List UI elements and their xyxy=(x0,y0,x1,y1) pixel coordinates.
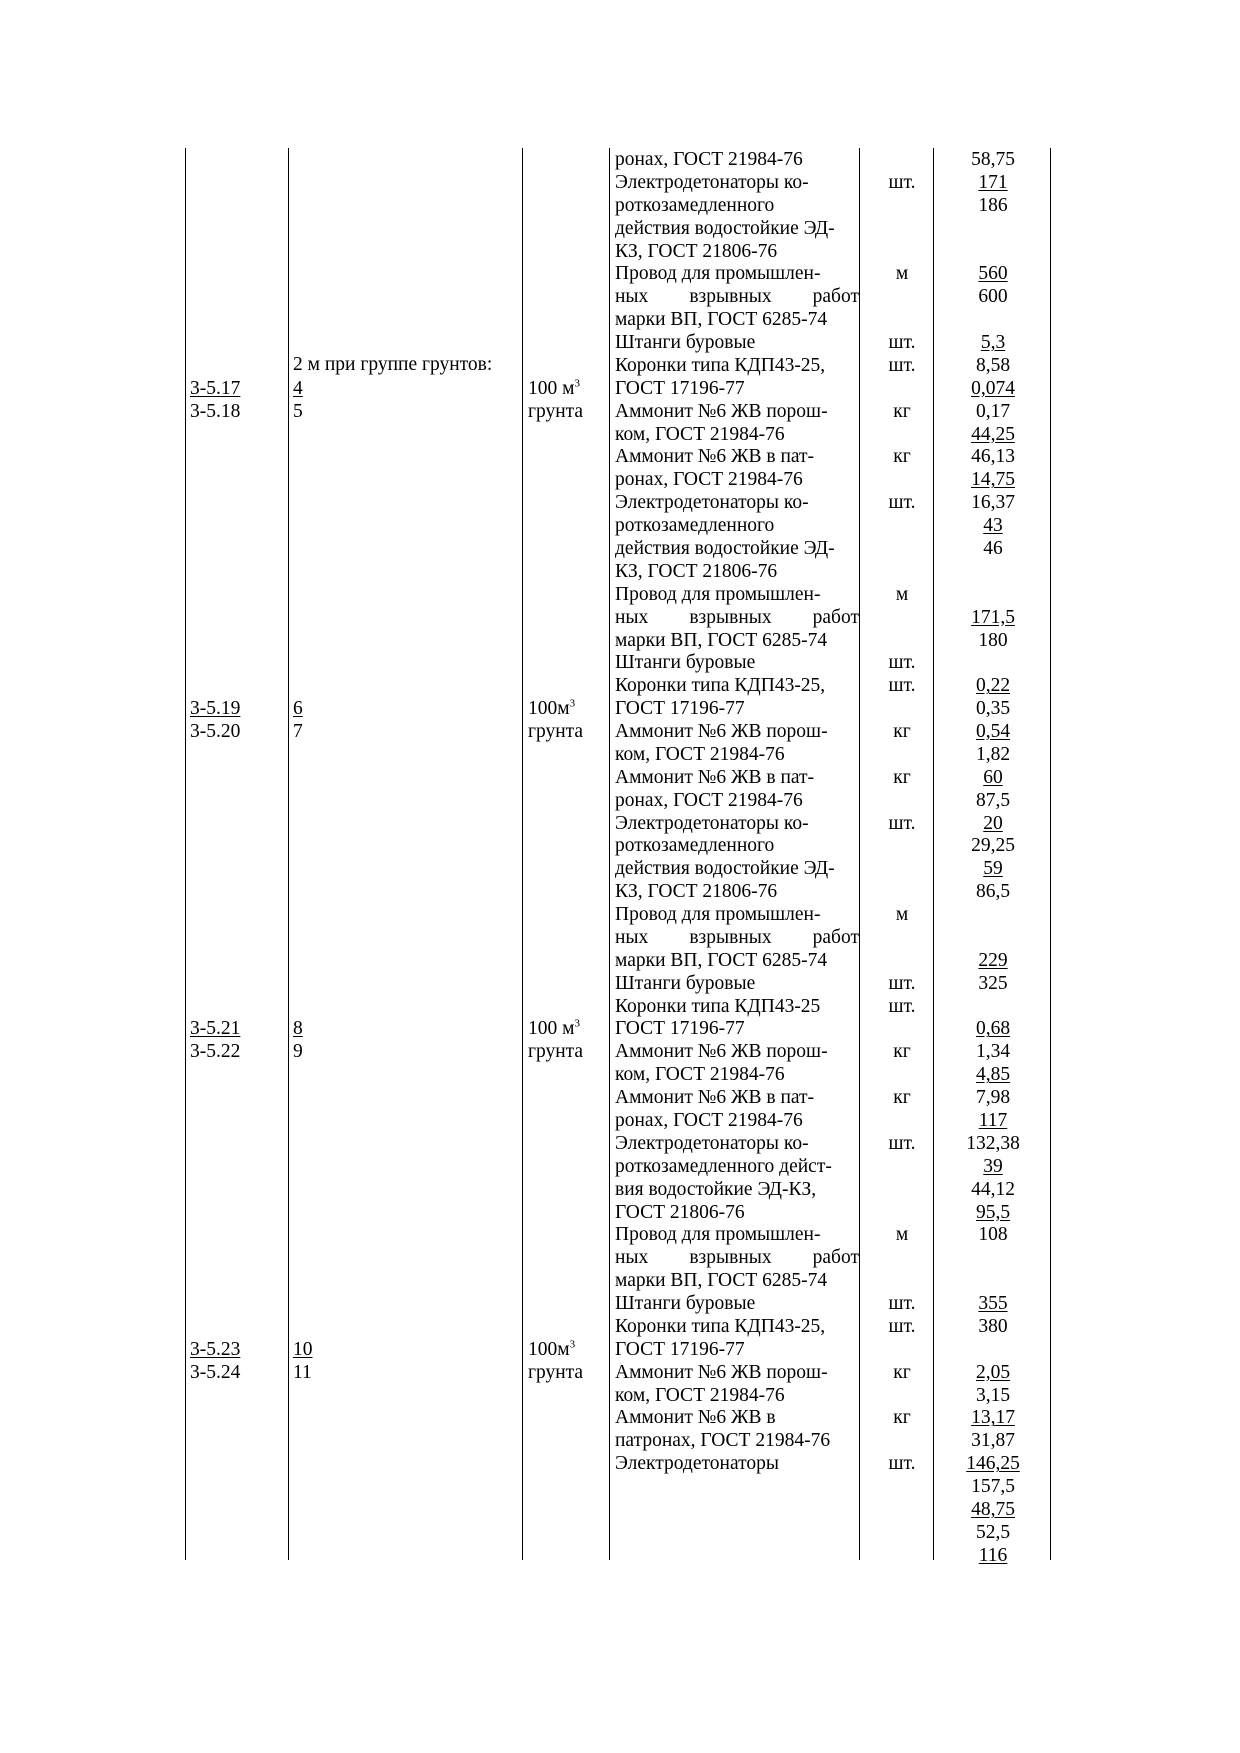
material-line: Провод для промышлен- xyxy=(615,263,821,285)
quantity-value: 14,75 xyxy=(971,469,1015,491)
soil-group: 9 xyxy=(293,1041,303,1063)
material-line: роткозамедленного xyxy=(615,835,775,857)
item-code: 3-5.24 xyxy=(190,1361,241,1383)
unit-cell: шт. xyxy=(888,332,916,353)
quantity-value: 4,85 xyxy=(975,1064,1011,1086)
measure-value: 100 м xyxy=(528,377,575,399)
unit-cell: шт. xyxy=(888,1315,916,1337)
measure-unit-label: грунта xyxy=(528,721,584,742)
unit-cell: кг xyxy=(893,1041,911,1063)
unit-cell: шт. xyxy=(888,492,916,514)
material-line: ронах, ГОСТ 21984-76 xyxy=(615,789,803,811)
unit-cell: шт. xyxy=(888,354,916,376)
measure-exponent: 3 xyxy=(569,1338,576,1351)
material-line: действия водостойкие ЭД- xyxy=(615,538,835,559)
measure-unit-label: грунта xyxy=(528,1361,584,1383)
quantity-value: 0,074 xyxy=(971,377,1015,399)
measure-unit xyxy=(528,1339,575,1361)
measure-exponent: 3 xyxy=(574,377,580,390)
quantity-value: 1,82 xyxy=(975,743,1011,765)
material-line xyxy=(615,607,859,629)
measure-unit-label: грунта xyxy=(528,1041,584,1063)
material-line: КЗ, ГОСТ 21806-76 xyxy=(615,881,778,903)
quantity-value: 108 xyxy=(978,1224,1008,1246)
material-line: Штанги буровые xyxy=(615,652,756,674)
quantity-value: 3,15 xyxy=(975,1384,1011,1406)
material-line: Аммонит №6 ЖВ в пат- xyxy=(615,1087,815,1109)
quantity-value: 86,5 xyxy=(975,881,1011,903)
material-line: Коронки типа КДП43-25, xyxy=(615,675,826,697)
material-line: роткозамедленного xyxy=(615,194,775,216)
quantity-value: 59 xyxy=(983,858,1003,880)
material-line: Провод для промышлен- xyxy=(615,1224,821,1246)
material-line xyxy=(615,286,859,308)
item-code: 3-5.22 xyxy=(190,1041,241,1063)
quantity-value: 8,58 xyxy=(975,354,1011,376)
quantity-value: 146,25 xyxy=(966,1453,1020,1475)
item-code: 3-5.17 xyxy=(190,377,241,399)
quantity-value: 171,5 xyxy=(971,606,1015,628)
quantity-value: 44,12 xyxy=(971,1178,1015,1200)
quantity-value: 46 xyxy=(983,538,1003,559)
quantity-value: 0,68 xyxy=(975,1018,1011,1040)
material-line: Электродетонаторы ко- xyxy=(615,492,809,514)
quantity-value: 0,22 xyxy=(975,675,1011,697)
quantity-value: 48,75 xyxy=(971,1498,1015,1520)
quantity-value: 132,38 xyxy=(966,1132,1020,1154)
quantity-value: 16,37 xyxy=(971,492,1015,514)
material-line: марки ВП, ГОСТ 6285-74 xyxy=(615,629,828,651)
material-line: ГОСТ 17196-77 xyxy=(615,1018,745,1040)
quantity-value: 380 xyxy=(978,1315,1008,1337)
quantity-value: 186 xyxy=(978,194,1008,216)
material-line: Коронки типа КДП43-25 xyxy=(615,995,821,1017)
quantity-value: 44,25 xyxy=(971,423,1015,445)
material-line: Аммонит №6 ЖВ порош- xyxy=(615,1041,828,1063)
unit-cell: кг xyxy=(893,1407,911,1429)
unit-cell: м xyxy=(895,1224,909,1246)
material-word: ных xyxy=(615,1247,649,1269)
soil-group: 7 xyxy=(293,721,303,742)
material-line: ком, ГОСТ 21984-76 xyxy=(615,743,785,765)
material-line: Штанги буровые xyxy=(615,1293,756,1314)
unit-cell: шт. xyxy=(888,812,916,834)
measure-value: 100м xyxy=(528,698,570,720)
material-line: ронах, ГОСТ 21984-76 xyxy=(615,1110,803,1131)
material-line: Аммонит №6 ЖВ в xyxy=(615,1407,776,1429)
quantity-value: 5,3 xyxy=(980,332,1006,353)
measure-unit xyxy=(528,378,580,400)
measure-unit xyxy=(528,698,575,720)
material-word: работ xyxy=(812,606,859,628)
material-line: ронах, ГОСТ 21984-76 xyxy=(615,469,803,491)
material-line: действия водостойкие ЭД- xyxy=(615,858,835,880)
material-line: Аммонит №6 ЖВ порош- xyxy=(615,721,828,742)
material-line: КЗ, ГОСТ 21806-76 xyxy=(615,560,778,582)
quantity-value: 325 xyxy=(978,972,1008,994)
quantity-value: 2,05 xyxy=(975,1361,1011,1383)
material-line: Коронки типа КДП43-25, xyxy=(615,1315,826,1337)
material-line: Провод для промышлен- xyxy=(615,583,821,605)
measure-exponent: 3 xyxy=(574,1017,580,1030)
unit-cell: шт. xyxy=(888,652,916,674)
soil-group: 11 xyxy=(293,1361,312,1383)
material-line: роткозамедленного xyxy=(615,515,775,537)
material-line: марки ВП, ГОСТ 6285-74 xyxy=(615,949,828,971)
unit-cell: кг xyxy=(893,400,911,422)
material-line: КЗ, ГОСТ 21806-76 xyxy=(615,240,778,262)
material-line: Коронки типа КДП43-25, xyxy=(615,354,826,376)
item-code: 3-5.18 xyxy=(190,400,241,422)
soil-group: 4 xyxy=(293,377,303,399)
quantity-value: 117 xyxy=(978,1110,1008,1131)
unit-cell: шт. xyxy=(888,171,916,193)
unit-cell: шт. xyxy=(888,972,916,994)
material-line: Аммонит №6 ЖВ порош- xyxy=(615,1361,828,1383)
quantity-value: 31,87 xyxy=(971,1430,1015,1452)
material-line: Аммонит №6 ЖВ в пат- xyxy=(615,446,815,468)
soil-group: 10 xyxy=(293,1338,313,1360)
material-line: Провод для промышлен- xyxy=(615,904,821,925)
material-line: действия водостойкие ЭД- xyxy=(615,217,835,239)
unit-cell: кг xyxy=(893,1361,911,1383)
quantity-value: 355 xyxy=(978,1293,1008,1314)
quantity-value: 52,5 xyxy=(975,1521,1011,1543)
quantity-value: 560 xyxy=(978,263,1008,285)
measure-value: 100 м xyxy=(528,1018,575,1040)
material-word: взрывных xyxy=(689,1247,772,1269)
material-word: работ xyxy=(812,926,859,948)
unit-cell: шт. xyxy=(888,995,916,1017)
column-divider xyxy=(288,148,289,1560)
quantity-value: 7,98 xyxy=(975,1087,1011,1109)
measure-exponent: 3 xyxy=(569,697,576,710)
unit-cell: шт. xyxy=(888,1132,916,1154)
quantity-value: 46,13 xyxy=(971,446,1015,468)
item-code: 3-5.23 xyxy=(190,1338,241,1360)
quantity-value: 43 xyxy=(983,515,1003,537)
measure-value: 100м xyxy=(528,1338,570,1360)
item-code: 3-5.19 xyxy=(190,698,241,720)
material-line: марки ВП, ГОСТ 6285-74 xyxy=(615,1270,828,1292)
material-word: работ xyxy=(812,1247,859,1269)
quantity-value: 180 xyxy=(978,629,1008,651)
material-line xyxy=(615,1247,859,1269)
material-line: Электродетонаторы ко- xyxy=(615,1132,809,1154)
quantity-value: 0,17 xyxy=(975,400,1011,422)
quantity-value: 0,54 xyxy=(975,721,1011,742)
material-word: взрывных xyxy=(689,926,772,948)
quantity-value: 13,17 xyxy=(971,1407,1015,1429)
material-word: ных xyxy=(615,606,649,628)
material-line: Штанги буровые xyxy=(615,332,756,353)
material-line: роткозамедленного дейст- xyxy=(615,1155,832,1177)
measure-unit xyxy=(528,1018,580,1040)
quantity-value: 1,34 xyxy=(975,1041,1011,1063)
unit-cell: кг xyxy=(893,446,911,468)
soil-group: 8 xyxy=(293,1018,303,1040)
quantity-value: 116 xyxy=(978,1544,1008,1566)
material-line xyxy=(615,927,859,949)
unit-cell: кг xyxy=(893,721,911,742)
item-code: 3-5.21 xyxy=(190,1018,241,1040)
unit-cell: м xyxy=(895,263,909,285)
soil-group: 6 xyxy=(293,698,303,720)
material-line: ГОСТ 21806-76 xyxy=(615,1201,745,1223)
material-word: работ xyxy=(812,286,859,308)
material-line: ком, ГОСТ 21984-76 xyxy=(615,423,785,445)
item-code: 3-5.20 xyxy=(190,721,241,742)
soil-group-note: 2 м при группе грунтов: xyxy=(293,354,493,375)
unit-cell: шт. xyxy=(888,1293,916,1314)
quantity-value: 171 xyxy=(978,171,1008,193)
quantity-value: 157,5 xyxy=(971,1476,1015,1497)
material-line: ГОСТ 17196-77 xyxy=(615,377,745,399)
quantity-value: 600 xyxy=(978,286,1008,308)
material-word: взрывных xyxy=(689,606,772,628)
column-divider xyxy=(609,148,610,1560)
quantity-value: 0,35 xyxy=(975,698,1011,720)
quantity-value: 20 xyxy=(983,812,1003,834)
material-line: Аммонит №6 ЖВ порош- xyxy=(615,400,828,422)
material-word: ных xyxy=(615,926,649,948)
quantity-value: 95,5 xyxy=(975,1201,1011,1223)
quantity-value: 229 xyxy=(978,949,1008,971)
material-line: ронах, ГОСТ 21984-76 xyxy=(615,149,803,170)
unit-cell: шт. xyxy=(888,1453,916,1475)
material-line: патронах, ГОСТ 21984-76 xyxy=(615,1430,831,1452)
unit-cell: шт. xyxy=(888,675,916,697)
material-line: Электродетонаторы xyxy=(615,1453,779,1475)
material-line: Штанги буровые xyxy=(615,972,756,994)
unit-cell: кг xyxy=(893,1087,911,1109)
unit-cell: кг xyxy=(893,766,911,788)
material-line: вия водостойкие ЭД-КЗ, xyxy=(615,1178,817,1200)
material-word: взрывных xyxy=(689,286,772,308)
quantity-value: 39 xyxy=(983,1155,1003,1177)
quantity-value: 29,25 xyxy=(971,835,1015,857)
quantity-value: 58,75 xyxy=(971,149,1015,170)
material-line: Электродетонаторы ко- xyxy=(615,171,809,193)
unit-cell: м xyxy=(895,583,909,605)
quantity-value: 60 xyxy=(983,766,1003,788)
quantity-value: 87,5 xyxy=(975,789,1011,811)
column-divider xyxy=(522,148,523,1560)
material-line: ГОСТ 17196-77 xyxy=(615,698,745,720)
unit-cell: м xyxy=(895,904,909,925)
material-line: ком, ГОСТ 21984-76 xyxy=(615,1064,785,1086)
column-divider xyxy=(185,148,186,1560)
material-line: ГОСТ 17196-77 xyxy=(615,1338,745,1360)
material-line: Электродетонаторы ко- xyxy=(615,812,809,834)
material-line: марки ВП, ГОСТ 6285-74 xyxy=(615,309,828,331)
measure-unit-label: грунта xyxy=(528,400,584,422)
material-line: Аммонит №6 ЖВ в пат- xyxy=(615,766,815,788)
material-line: ком, ГОСТ 21984-76 xyxy=(615,1384,785,1406)
soil-group: 5 xyxy=(293,400,303,422)
material-word: ных xyxy=(615,286,649,308)
